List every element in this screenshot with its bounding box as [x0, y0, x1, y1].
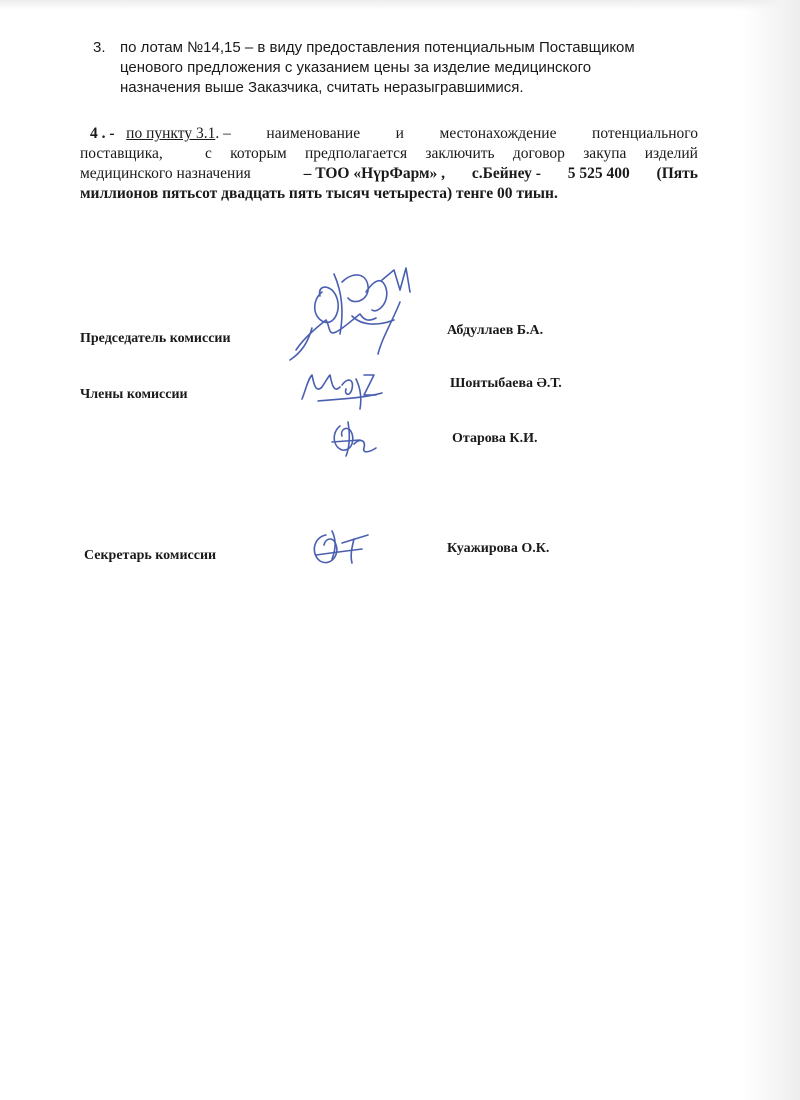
point4-word: поставщика, — [80, 145, 163, 162]
point4-word: с — [205, 145, 212, 162]
secretary-signature-image — [306, 525, 376, 569]
point4-row-1 — [80, 124, 698, 144]
amount-words-start: (Пять — [656, 165, 698, 182]
point4-word: потенциального — [592, 125, 698, 142]
point-4-paragraph — [80, 124, 698, 204]
point4-word: предполагается — [305, 145, 408, 162]
list-item-number: 3. — [93, 39, 106, 56]
secretary-name: Куажирова О.К. — [447, 541, 550, 556]
supplier-name: – ТОО «НүрФарм» , — [303, 165, 446, 182]
point4-word: наименование — [266, 125, 361, 142]
point4-word: изделий — [644, 145, 698, 162]
scan-edge-top — [0, 0, 800, 10]
point4-word: закупа — [583, 145, 627, 162]
chair-role-label: Председатель комиссии — [80, 331, 231, 346]
chair-signature-image — [282, 262, 427, 372]
supplier-location: с.Бейнеу - — [471, 165, 541, 182]
point4-word: которым — [230, 145, 287, 162]
point4-number: 4 . - — [90, 125, 115, 142]
member2-name: Отарова К.И. — [452, 431, 538, 446]
member1-name: Шонтыбаева Ә.Т. — [450, 376, 562, 391]
point4-word: . – — [215, 125, 231, 142]
point4-word: местонахождение — [439, 125, 557, 142]
contract-amount: 5 525 400 — [567, 165, 630, 182]
point4-word: и — [395, 125, 404, 142]
point4-lead — [80, 124, 231, 144]
chair-name: Абдуллаев Б.А. — [447, 323, 544, 338]
point4-reference: по пункту 3.1 — [126, 125, 216, 142]
member2-signature-image — [326, 418, 382, 460]
members-role-label: Члены комиссии — [80, 387, 188, 402]
point4-row-3 — [80, 164, 698, 184]
secretary-role-label: Секретарь комиссии — [84, 548, 217, 563]
point4-row-2 — [80, 144, 698, 164]
point4-word: заключить — [425, 145, 495, 162]
item3-line-2: ценового предложения с указанием цены за изделие медицинского — [120, 59, 592, 76]
point4-row-4 — [80, 184, 698, 204]
scan-edge-right — [742, 0, 800, 1100]
list-item-3 — [93, 38, 693, 98]
point4-word: договор — [512, 145, 565, 162]
amount-in-words: миллионов пятьсот двадцать пять тысяч четыреста) тенге 00 тиын. — [80, 185, 558, 202]
point4-prefix: медицинского назначения — [80, 165, 251, 182]
item3-line-1: по лотам №14,15 – в виду предоставления потенциальным Поставщиком — [120, 39, 635, 56]
item3-line-3: назначения выше Заказчика, считать неразыгравшимися. — [120, 79, 524, 96]
member1-signature-image — [298, 365, 388, 415]
